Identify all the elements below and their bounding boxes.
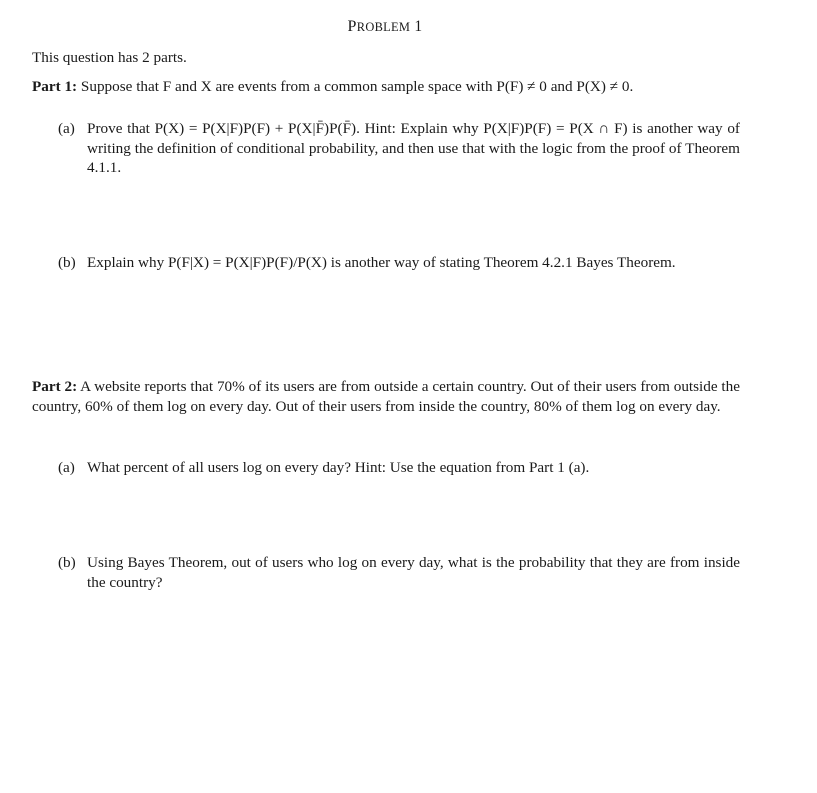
item-text: Explain why P(F|X) = P(X|F)P(F)/P(X) is another way of stating Theorem 4.2.1 Bayes Theorem. [87, 254, 676, 271]
part1-text: Suppose that F and X are events from a common sample space with P(F) ≠ 0 and P(X) ≠ 0. [80, 78, 634, 95]
part2-paragraph [32, 377, 740, 416]
item-text: Prove that P(X) = P(X|F)P(F) + P(X|F̄)P(F̄). Hint: Explain why P(X|F)P(F) = P(X ∩ F) is another way of writing the definition of conditional probability, and then use that with the logic from the proof of Theorem 4.1.1. [87, 120, 740, 177]
intro-text: This question has 2 parts. [32, 49, 187, 66]
item-label: (a) [58, 459, 75, 476]
part2-text: A website reports that 70% of its users are from outside a certain country. Out of their users from outside the country, 60% of them log on every day. Out of their users from inside the country, 80% of them log on every day. [32, 378, 740, 415]
part2-heading: Part 2: [32, 378, 78, 395]
item-label: (a) [58, 120, 75, 137]
part1-item-b [58, 253, 740, 273]
part1-heading: Part 1: [32, 78, 78, 95]
title-first-letter: P [347, 18, 357, 35]
item-text: What percent of all users log on every day? Hint: Use the equation from Part 1 (a). [87, 459, 590, 476]
title-number: 1 [414, 18, 423, 35]
page-title [0, 17, 770, 38]
part1-paragraph [32, 77, 740, 97]
part2-item-b [58, 553, 740, 592]
part1-item-a [58, 119, 740, 178]
title-small-caps: ROBLEM [356, 20, 411, 34]
item-label: (b) [58, 254, 76, 271]
item-label: (b) [58, 554, 76, 571]
part2-item-a [58, 458, 740, 478]
item-text: Using Bayes Theorem, out of users who log on every day, what is the probability that they are from inside the country? [87, 554, 740, 591]
